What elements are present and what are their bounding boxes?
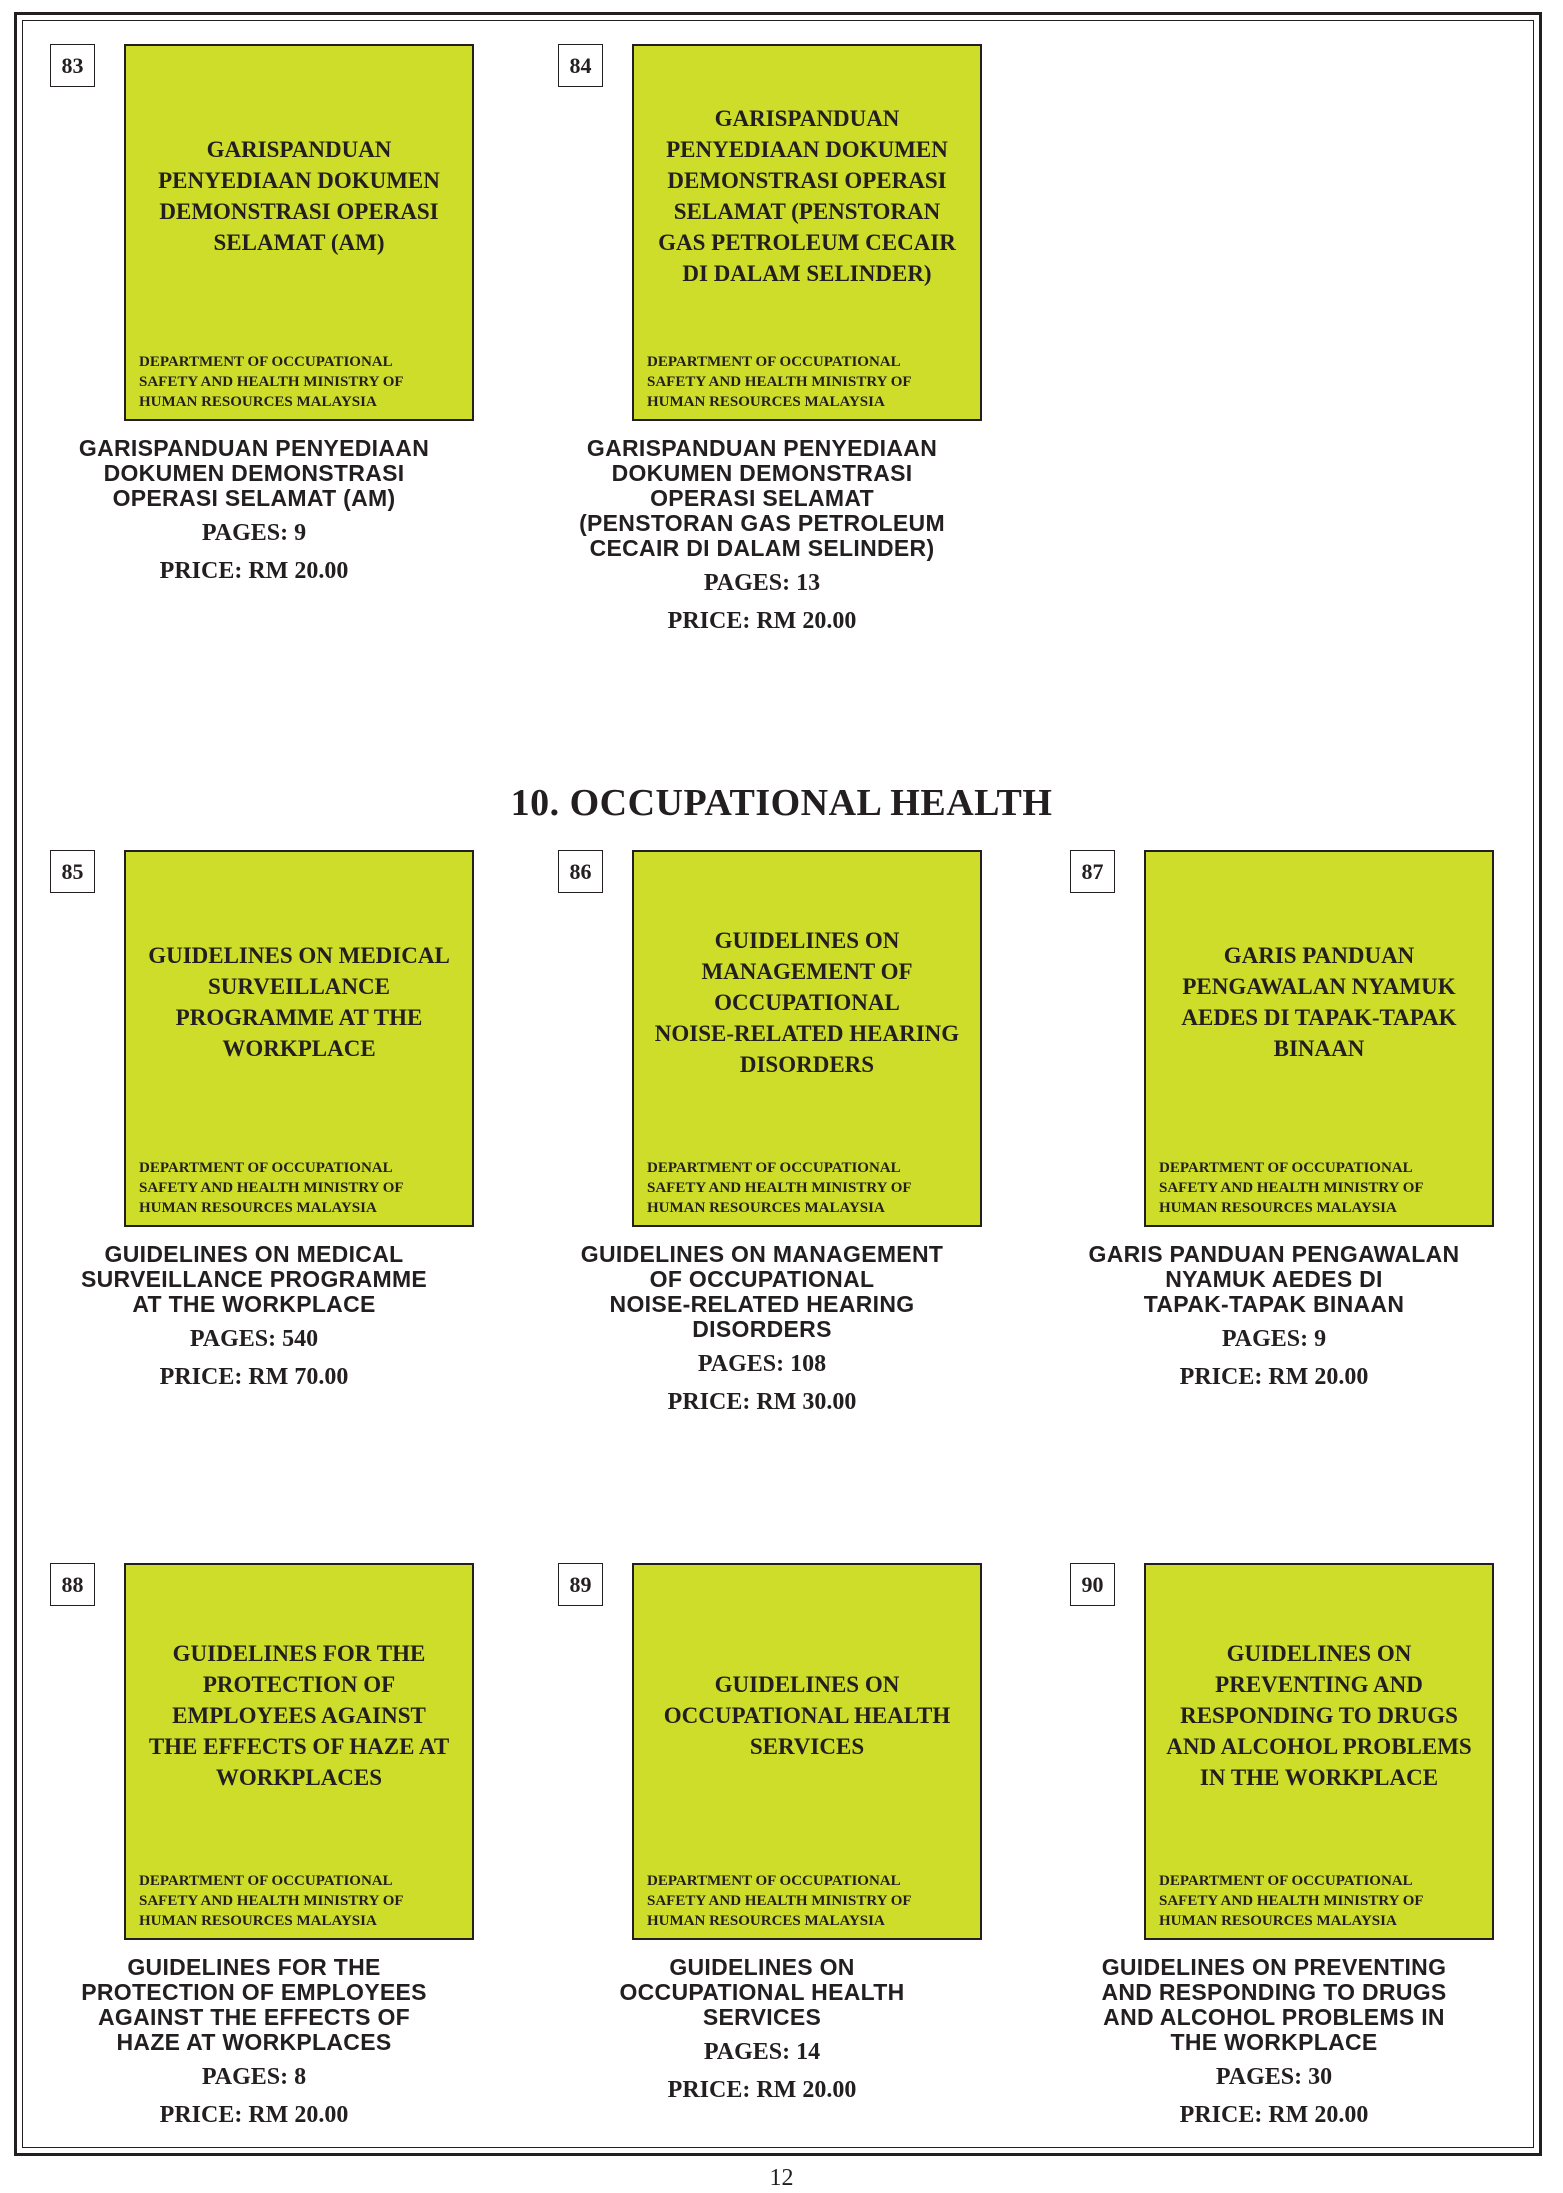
cover-title-line: GARIS PANDUAN — [1223, 943, 1415, 968]
item-title — [532, 1242, 992, 1342]
cover-title-line: GUIDELINES ON — [714, 1671, 900, 1697]
book-cover — [632, 44, 982, 421]
item-title-line: GUIDELINES ON PREVENTING — [1101, 1954, 1447, 1980]
cover-publisher-line: DEPARTMENT OF OCCUPATIONAL — [1159, 1160, 1413, 1176]
cover-publisher-line: DEPARTMENT OF OCCUPATIONAL — [1159, 1873, 1413, 1889]
cover-title-line: SELAMAT (AM) — [213, 230, 385, 255]
item-title-line: GARISPANDUAN PENYEDIAAN — [78, 435, 430, 461]
item-title-line: TAPAK-TAPAK BINAAN — [1143, 1291, 1405, 1317]
cover-title-line: PREVENTING AND — [1215, 1671, 1423, 1697]
item-title-line: DOKUMEN DEMONSTRASI — [611, 460, 913, 486]
item-title-line: OPERASI SELAMAT — [650, 485, 874, 511]
section-heading: 10. OCCUPATIONAL HEALTH — [510, 782, 1053, 824]
cover-publisher-line: SAFETY AND HEALTH MINISTRY OF — [647, 1893, 912, 1909]
item-title-line: OCCUPATIONAL HEALTH — [619, 1979, 905, 2005]
cover-publisher-line: HUMAN RESOURCES MALAYSIA — [1159, 1913, 1397, 1929]
item-title-line: GUIDELINES ON — [669, 1954, 855, 1980]
cover-title-line: GUIDELINES ON — [1226, 1640, 1412, 1666]
item-details — [24, 436, 484, 585]
item-details — [532, 1955, 992, 2104]
cover-title-line: OCCUPATIONAL HEALTH — [663, 1702, 951, 1728]
cover-title-line: PENGAWALAN NYAMUK — [1182, 974, 1456, 999]
item-title-line: (PENSTORAN GAS PETROLEUM — [579, 510, 945, 536]
item-title-line: NYAMUK AEDES DI — [1165, 1266, 1383, 1292]
item-price: PRICE: RM 20.00 — [1179, 1364, 1369, 1390]
item-pages: PAGES: 30 — [1215, 2064, 1333, 2090]
item-title — [532, 436, 992, 561]
item-title-line: OPERASI SELAMAT (AM) — [112, 485, 396, 511]
item-title — [1044, 1242, 1504, 1317]
cover-title-line: GUIDELINES FOR THE — [172, 1640, 426, 1666]
cover-title — [644, 852, 970, 1152]
cover-title-line: AND ALCOHOL PROBLEMS — [1166, 1733, 1472, 1759]
item-price: PRICE: RM 20.00 — [159, 558, 349, 584]
cover-title-line: SERVICES — [749, 1733, 865, 1759]
item-details — [532, 436, 992, 635]
item-pages: PAGES: 108 — [697, 1351, 827, 1377]
item-details — [24, 1242, 484, 1391]
cover-title-line: SURVEILLANCE — [208, 974, 390, 999]
cover-title-line: OCCUPATIONAL — [714, 989, 900, 1015]
item-details — [24, 1955, 484, 2129]
item-title-line: GARIS PANDUAN PENGAWALAN — [1088, 1241, 1460, 1267]
cover-title-line: GUIDELINES ON — [714, 927, 900, 953]
cover-title-line: GARISPANDUAN — [714, 106, 900, 131]
item-pages: PAGES: 540 — [189, 1326, 319, 1352]
cover-publisher-line: SAFETY AND HEALTH MINISTRY OF — [139, 1180, 404, 1196]
cover-title-line: IN THE WORKPLACE — [1199, 1764, 1439, 1790]
item-number-badge: 85 — [50, 850, 95, 893]
item-title-line: DOKUMEN DEMONSTRASI — [103, 460, 405, 486]
item-title-line: GARISPANDUAN PENYEDIAAN — [586, 435, 938, 461]
item-title — [24, 436, 484, 511]
item-title-line: DISORDERS — [692, 1316, 832, 1342]
item-title-line: AND ALCOHOL PROBLEMS IN — [1103, 2004, 1445, 2030]
item-price: PRICE: RM 20.00 — [159, 2102, 349, 2128]
cover-title-line: BINAAN — [1273, 1036, 1365, 1061]
cover-publisher-line: HUMAN RESOURCES MALAYSIA — [139, 1200, 377, 1216]
item-number-badge: 90 — [1070, 1563, 1115, 1606]
cover-publisher-line: HUMAN RESOURCES MALAYSIA — [139, 394, 377, 410]
item-title — [24, 1242, 484, 1317]
cover-publisher-line: DEPARTMENT OF OCCUPATIONAL — [647, 354, 901, 370]
cover-publisher-line: SAFETY AND HEALTH MINISTRY OF — [1159, 1180, 1424, 1196]
cover-title — [1156, 1565, 1482, 1865]
item-title — [24, 1955, 484, 2055]
cover-title-line: GAS PETROLEUM CECAIR — [658, 230, 956, 255]
cover-title — [136, 1565, 462, 1865]
cover-publisher-line: SAFETY AND HEALTH MINISTRY OF — [647, 1180, 912, 1196]
cover-publisher-line: SAFETY AND HEALTH MINISTRY OF — [139, 374, 404, 390]
item-details — [1044, 1955, 1504, 2129]
item-title-line: NOISE-RELATED HEARING — [609, 1291, 915, 1317]
cover-title-line: PROGRAMME AT THE — [175, 1005, 423, 1030]
cover-publisher-line: HUMAN RESOURCES MALAYSIA — [647, 394, 885, 410]
book-cover — [124, 44, 474, 421]
item-price: PRICE: RM 70.00 — [159, 1364, 349, 1390]
item-title — [1044, 1955, 1504, 2055]
book-cover — [124, 850, 474, 1227]
cover-publisher-line: DEPARTMENT OF OCCUPATIONAL — [139, 1160, 393, 1176]
cover-title-line: WORKPLACES — [215, 1764, 383, 1790]
item-title-line: SERVICES — [702, 2004, 822, 2030]
cover-publisher-line: DEPARTMENT OF OCCUPATIONAL — [139, 1873, 393, 1889]
cover-title-line: DEMONSTRASI OPERASI — [159, 199, 439, 224]
item-price: PRICE: RM 20.00 — [667, 2077, 857, 2103]
cover-publisher-line: SAFETY AND HEALTH MINISTRY OF — [1159, 1893, 1424, 1909]
item-title-line: PROTECTION OF EMPLOYEES — [81, 1979, 427, 2005]
cover-title-line: GUIDELINES ON MEDICAL — [148, 943, 450, 968]
cover-title-line: PROTECTION OF — [202, 1671, 396, 1697]
cover-title — [136, 46, 462, 346]
cover-title-line: DEMONSTRASI OPERASI — [667, 168, 947, 193]
item-title-line: THE WORKPLACE — [1170, 2029, 1378, 2055]
cover-title — [136, 852, 462, 1152]
cover-publisher-line: HUMAN RESOURCES MALAYSIA — [647, 1200, 885, 1216]
page-number: 12 — [769, 2165, 794, 2191]
book-cover — [124, 1563, 474, 1940]
item-pages: PAGES: 13 — [703, 570, 821, 596]
cover-title-line: NOISE-RELATED HEARING — [654, 1020, 960, 1046]
book-cover — [1144, 1563, 1494, 1940]
book-cover — [632, 850, 982, 1227]
cover-publisher — [139, 1871, 464, 1931]
item-pages: PAGES: 9 — [201, 520, 307, 546]
cover-title-line: EMPLOYEES AGAINST — [172, 1702, 426, 1728]
item-title — [532, 1955, 992, 2030]
item-details — [1044, 1242, 1504, 1391]
cover-title — [1156, 852, 1482, 1152]
item-number-badge: 83 — [50, 44, 95, 87]
cover-publisher — [647, 1871, 972, 1931]
cover-title-line: AEDES DI TAPAK-TAPAK — [1181, 1005, 1457, 1030]
item-number-badge: 89 — [558, 1563, 603, 1606]
cover-title-line: SELAMAT (PENSTORAN — [673, 199, 941, 224]
cover-publisher — [647, 352, 972, 412]
cover-title-line: DISORDERS — [739, 1051, 875, 1077]
item-price: PRICE: RM 20.00 — [667, 608, 857, 634]
item-price: PRICE: RM 20.00 — [1179, 2102, 1369, 2128]
cover-title-line: THE EFFECTS OF HAZE AT — [148, 1733, 450, 1759]
cover-publisher — [1159, 1158, 1484, 1218]
item-title-line: GUIDELINES ON MEDICAL — [104, 1241, 404, 1267]
cover-publisher-line: DEPARTMENT OF OCCUPATIONAL — [647, 1873, 901, 1889]
cover-title — [644, 46, 970, 346]
item-pages: PAGES: 14 — [703, 2039, 821, 2065]
item-title-line: OF OCCUPATIONAL — [649, 1266, 875, 1292]
item-title-line: AT THE WORKPLACE — [132, 1291, 376, 1317]
item-title-line: HAZE AT WORKPLACES — [116, 2029, 392, 2055]
cover-publisher-line: DEPARTMENT OF OCCUPATIONAL — [647, 1160, 901, 1176]
item-details — [532, 1242, 992, 1416]
book-cover — [1144, 850, 1494, 1227]
cover-title-line: MANAGEMENT OF — [701, 958, 913, 984]
cover-title-line: PENYEDIAAN DOKUMEN — [666, 137, 948, 162]
item-title-line: SURVEILLANCE PROGRAMME — [80, 1266, 428, 1292]
cover-publisher-line: HUMAN RESOURCES MALAYSIA — [1159, 1200, 1397, 1216]
cover-title-line: DI DALAM SELINDER) — [682, 261, 932, 286]
cover-publisher — [647, 1158, 972, 1218]
item-title-line: AGAINST THE EFFECTS OF — [98, 2004, 410, 2030]
item-number-badge: 88 — [50, 1563, 95, 1606]
cover-title-line: RESPONDING TO DRUGS — [1180, 1702, 1458, 1728]
item-title-line: GUIDELINES ON MANAGEMENT — [580, 1241, 944, 1267]
item-title-line: AND RESPONDING TO DRUGS — [1101, 1979, 1447, 2005]
item-title-line: CECAIR DI DALAM SELINDER) — [589, 535, 935, 561]
cover-title-line: WORKPLACE — [222, 1036, 376, 1061]
item-price: PRICE: RM 30.00 — [667, 1389, 857, 1415]
item-number-badge: 84 — [558, 44, 603, 87]
item-pages: PAGES: 9 — [1221, 1326, 1327, 1352]
cover-title-line: PENYEDIAAN DOKUMEN — [158, 168, 440, 193]
cover-publisher — [1159, 1871, 1484, 1931]
cover-title-line: GARISPANDUAN — [206, 137, 392, 162]
cover-publisher-line: SAFETY AND HEALTH MINISTRY OF — [647, 374, 912, 390]
cover-title — [644, 1565, 970, 1865]
cover-publisher-line: HUMAN RESOURCES MALAYSIA — [647, 1913, 885, 1929]
cover-publisher — [139, 1158, 464, 1218]
item-number-badge: 86 — [558, 850, 603, 893]
cover-publisher-line: DEPARTMENT OF OCCUPATIONAL — [139, 354, 393, 370]
cover-publisher-line: HUMAN RESOURCES MALAYSIA — [139, 1913, 377, 1929]
cover-publisher — [139, 352, 464, 412]
item-title-line: GUIDELINES FOR THE — [127, 1954, 381, 1980]
cover-publisher-line: SAFETY AND HEALTH MINISTRY OF — [139, 1893, 404, 1909]
item-number-badge: 87 — [1070, 850, 1115, 893]
book-cover — [632, 1563, 982, 1940]
item-pages: PAGES: 8 — [201, 2064, 307, 2090]
